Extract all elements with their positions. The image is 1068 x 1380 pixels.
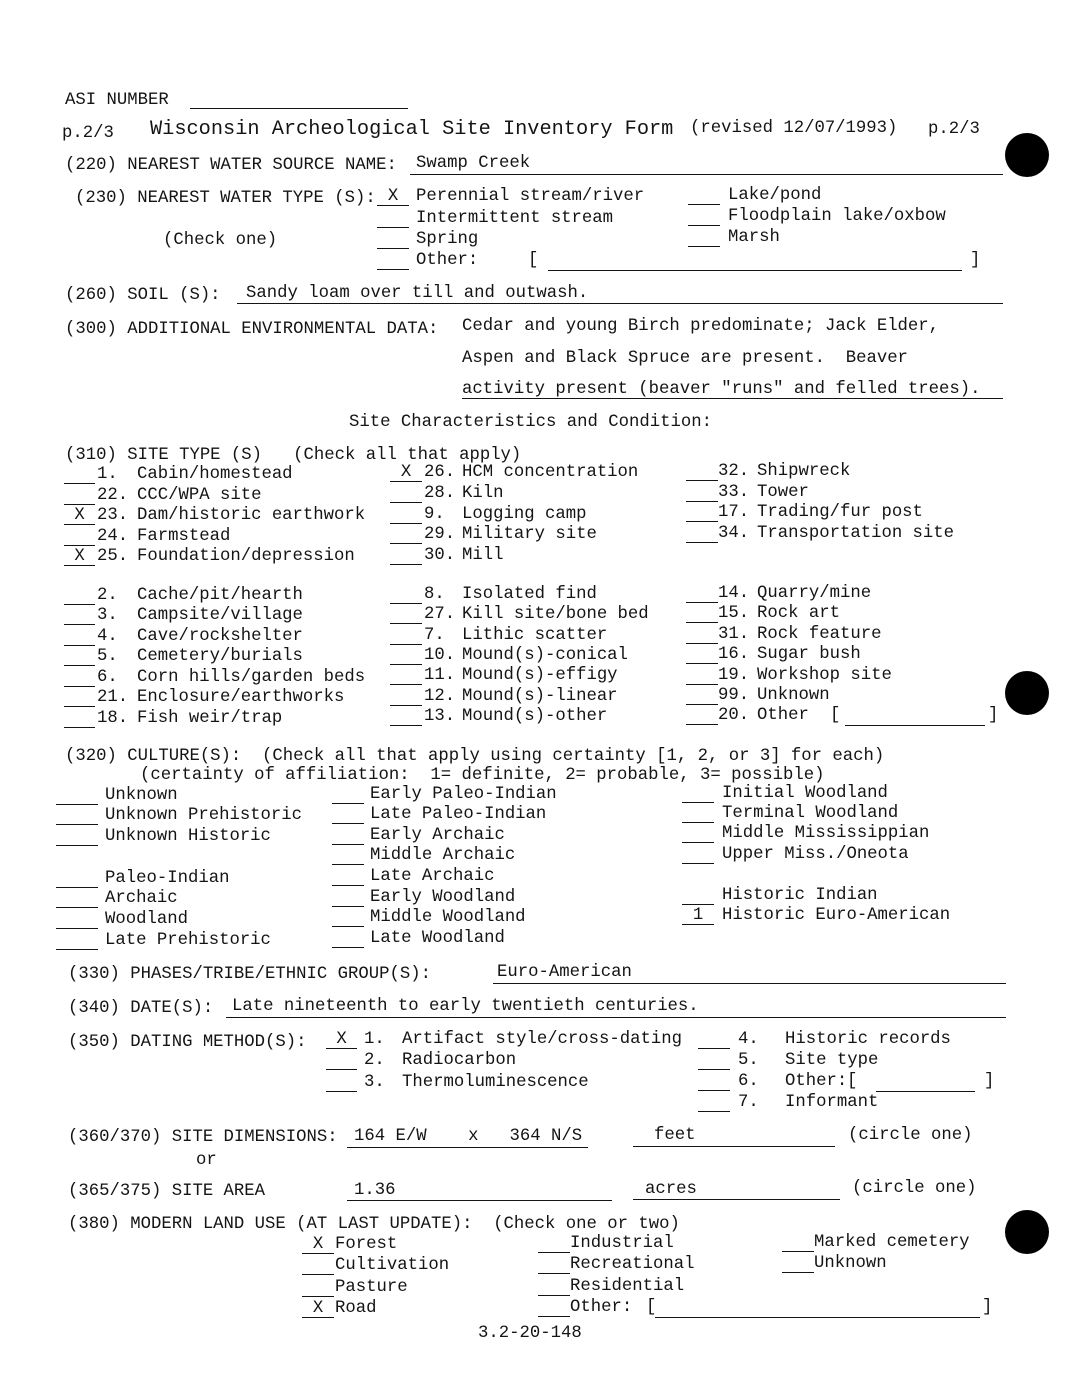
site-type-number: 32. [718, 462, 750, 481]
culture-check-blank [332, 805, 364, 824]
water-type-bracket-open: [ [528, 251, 539, 270]
dating-method-check-blank [326, 1051, 357, 1070]
culture-option-label: Historic Indian [722, 886, 878, 905]
site-type-check-blank [686, 483, 718, 502]
site-area-unit-line [633, 1199, 840, 1200]
water-type-note: (Check one) [163, 231, 278, 250]
land-use-option-label: Unknown [814, 1254, 887, 1273]
site-type-option-label: Workshop site [757, 666, 892, 685]
site-type-option-label: Kiln [462, 484, 504, 503]
site-type-number: 27. [424, 605, 456, 624]
site-type-check-blank [390, 687, 422, 706]
site-type-option-label: Rock feature [757, 625, 882, 644]
water-type-check-blank [377, 251, 409, 270]
land-use-check-blank [302, 1278, 334, 1297]
culture-option-label: Paleo-Indian [105, 869, 230, 888]
land-use-label: (380) MODERN LAND USE (AT LAST UPDATE): (Check one or two) [68, 1215, 680, 1234]
culture-option-label: Early Woodland [370, 888, 516, 907]
dating-method-number: 2. [364, 1051, 385, 1070]
site-type-check-blank [64, 688, 95, 707]
site-type-check-blank [64, 586, 95, 605]
culture-check-blank [682, 784, 714, 803]
site-type-number: 21. [97, 688, 129, 707]
site-type-option-label: Cave/rockshelter [137, 627, 303, 646]
site-dimensions-note: (circle one) [848, 1126, 973, 1145]
site-type-check-blank [686, 604, 718, 623]
culture-check-blank [56, 786, 98, 805]
water-type-option-label: Spring [416, 230, 479, 249]
site-type-check-blank [64, 627, 95, 646]
site-type-check-blank [390, 505, 422, 524]
dating-method-number: 6. [738, 1072, 759, 1091]
site-type-option-label: Unknown [757, 686, 830, 705]
environment-underline [462, 398, 1003, 399]
site-type-option-label: Corn hills/garden beds [137, 668, 366, 687]
site-type-option-label: Isolated find [462, 585, 597, 604]
site-type-number: 9. [424, 505, 445, 524]
site-type-check-blank [686, 462, 718, 481]
punch-hole [1005, 133, 1049, 177]
land-use-bracket-open: [ [646, 1298, 657, 1317]
page-number-left: p.2/3 [62, 124, 114, 143]
dating-method-option-label: Other: [785, 1072, 848, 1091]
site-type-option-label: Rock art [757, 604, 840, 623]
site-type-check-blank [686, 625, 718, 644]
site-area-value: 1.36 [354, 1181, 396, 1200]
site-type-number: 16. [718, 645, 750, 664]
site-type-number: 26. [424, 463, 456, 482]
dating-method-other-line [876, 1091, 975, 1092]
site-type-check-blank [686, 503, 718, 522]
land-use-check-blank [302, 1235, 334, 1254]
site-type-option-label: Quarry/mine [757, 584, 872, 603]
soil-line [237, 303, 1003, 304]
site-type-option-label: Dam/historic earthwork [137, 506, 366, 525]
land-use-check-blank [302, 1256, 334, 1275]
site-dimensions-label: (360/370) SITE DIMENSIONS: [68, 1128, 338, 1147]
culture-option-label: Unknown [105, 786, 178, 805]
dating-method-check-blank [698, 1030, 730, 1049]
water-type-check-blank [377, 230, 409, 249]
site-dimensions-unit-line [633, 1146, 835, 1147]
site-type-check-blank [686, 524, 718, 543]
culture-check-blank [332, 888, 364, 907]
dates-value: Late nineteenth to early twentieth centuries. [232, 997, 699, 1016]
site-type-number: 2. [97, 586, 118, 605]
land-use-option-label: Residential [570, 1277, 685, 1296]
site-type-number: 5. [97, 647, 118, 666]
site-type-number: 24. [97, 527, 129, 546]
site-type-check-mark: X [74, 506, 85, 525]
water-source-value: Swamp Creek [416, 154, 531, 173]
site-type-option-label: Sugar bush [757, 645, 861, 664]
water-type-option-label: Marsh [728, 228, 780, 247]
land-use-other-line [655, 1317, 980, 1318]
dating-method-number: 1. [364, 1030, 385, 1049]
site-dimensions-value: 164 E/W x 364 N/S [354, 1127, 583, 1146]
land-use-check-blank [538, 1277, 570, 1296]
site-type-check-blank [390, 546, 422, 565]
site-type-label: (310) SITE TYPE (S) (Check all that apply) [65, 446, 522, 465]
dating-method-option-label: Historic records [785, 1030, 951, 1049]
site-type-number: 25. [97, 547, 129, 566]
water-type-label: (230) NEAREST WATER TYPE (S): [75, 189, 376, 208]
culture-option-label: Woodland [105, 910, 188, 929]
site-type-option-label: Transportation site [757, 524, 955, 543]
culture-check-blank [332, 929, 364, 948]
site-type-number: 7. [424, 626, 445, 645]
site-type-number: 10. [424, 646, 456, 665]
land-use-check-mark: X [312, 1235, 324, 1254]
or-text: or [196, 1151, 217, 1170]
site-type-number: 14. [718, 584, 750, 603]
site-type-option-label: Mound(s)-effigy [462, 666, 618, 685]
site-type-number: 11. [424, 666, 456, 685]
culture-check-blank [682, 845, 714, 864]
dating-method-label: (350) DATING METHOD(S): [68, 1033, 307, 1052]
site-type-number: 34. [718, 524, 750, 543]
culture-check-blank [332, 908, 364, 927]
site-type-check-blank [64, 506, 95, 525]
culture-option-label: Terminal Woodland [722, 804, 899, 823]
dating-method-number: 5. [738, 1051, 759, 1070]
culture-label: (320) CULTURE(S): (Check all that apply using certainty [1, 2, or 3] for each) [65, 747, 885, 766]
site-type-option-label: Mound(s)-other [462, 707, 608, 726]
water-type-check-blank [688, 207, 720, 226]
site-type-number: 31. [718, 625, 750, 644]
site-type-check-blank [390, 525, 422, 544]
dating-method-option-label: Informant [785, 1093, 879, 1112]
site-type-number: 30. [424, 546, 456, 565]
dating-method-check-blank [326, 1030, 357, 1049]
site-type-check-mark: X [74, 547, 85, 566]
culture-option-label: Historic Euro-American [722, 906, 951, 925]
land-use-check-blank [782, 1233, 814, 1252]
site-type-number: 8. [424, 585, 445, 604]
culture-option-label: Unknown Prehistoric [105, 806, 303, 825]
site-type-check-blank [390, 666, 422, 685]
site-type-option-label: Campsite/village [137, 606, 303, 625]
page-number-right: p.2/3 [928, 120, 980, 139]
punch-hole [1005, 671, 1049, 715]
site-type-option-label: Mill [462, 546, 504, 565]
phases-value: Euro-American [497, 963, 632, 982]
culture-option-label: Middle Mississippian [722, 824, 930, 843]
culture-option-label: Late Paleo-Indian [370, 805, 547, 824]
site-type-number: 33. [718, 483, 750, 502]
site-type-check-blank [64, 647, 95, 666]
culture-check-blank [332, 867, 364, 886]
water-type-option-label: Lake/pond [728, 186, 822, 205]
site-type-number: 15. [718, 604, 750, 623]
site-type-check-blank [390, 484, 422, 503]
site-area-note: (circle one) [852, 1179, 977, 1198]
page-code: 3.2-20-148 [478, 1324, 582, 1343]
land-use-check-blank [538, 1298, 570, 1317]
site-type-check-blank [390, 463, 422, 482]
dates-label: (340) DATE(S): [68, 999, 214, 1018]
land-use-option-label: Pasture [335, 1278, 408, 1297]
form-title: Wisconsin Archeological Site Inventory Form [150, 118, 674, 141]
land-use-check-blank [538, 1255, 570, 1274]
culture-certainty-note: (certainty of affiliation: 1= definite, 2= probable, 3= possible) [140, 766, 825, 785]
site-type-option-label: Trading/fur post [757, 503, 923, 522]
culture-check-blank [682, 824, 714, 843]
culture-check-blank [56, 827, 98, 846]
water-type-option-label: Intermittent stream [416, 209, 614, 228]
site-type-check-blank [390, 646, 422, 665]
land-use-option-label: Industrial [570, 1234, 674, 1253]
asi-number-label: ASI NUMBER [65, 91, 169, 110]
land-use-option-label: Road [335, 1299, 377, 1318]
culture-check-blank [682, 906, 714, 925]
water-source-line [410, 174, 1003, 175]
culture-check-blank [332, 846, 364, 865]
culture-check-blank [682, 804, 714, 823]
site-type-number: 6. [97, 668, 118, 687]
site-type-option-label: Cabin/homestead [137, 465, 293, 484]
culture-option-label: Initial Woodland [722, 784, 888, 803]
site-type-option-label: Cache/pit/hearth [137, 586, 303, 605]
land-use-check-blank [782, 1254, 814, 1273]
culture-option-label: Middle Woodland [370, 908, 526, 927]
site-type-option-label: Enclosure/earthworks [137, 688, 345, 707]
culture-option-label: Early Paleo-Indian [370, 785, 557, 804]
site-type-option-label: Cemetery/burials [137, 647, 303, 666]
land-use-option-label: Forest [335, 1235, 398, 1254]
site-type-option-label: Foundation/depression [137, 547, 355, 566]
site-type-check-blank [64, 547, 95, 566]
water-type-option-label: Other: [416, 251, 479, 270]
land-use-bracket-close: ] [982, 1298, 993, 1317]
dating-method-check-blank [698, 1093, 730, 1112]
site-area-label: (365/375) SITE AREA [68, 1182, 266, 1201]
site-type-option-label: Shipwreck [757, 462, 851, 481]
site-dimensions-line [347, 1147, 588, 1148]
site-type-number: 17. [718, 503, 750, 522]
land-use-option-label: Other: [570, 1298, 633, 1317]
site-type-option-label: Mound(s)-conical [462, 646, 628, 665]
water-type-check-mark: X [387, 187, 399, 206]
culture-option-label: Middle Archaic [370, 846, 516, 865]
culture-check-blank [332, 826, 364, 845]
site-type-number: 12. [424, 687, 456, 706]
dating-method-option-label: Radiocarbon [402, 1051, 517, 1070]
water-type-option-label: Perennial stream/river [416, 187, 645, 206]
site-type-check-blank [64, 709, 95, 728]
dating-method-number: 3. [364, 1073, 385, 1092]
site-type-check-blank [686, 686, 718, 705]
culture-check-blank [56, 869, 98, 888]
site-type-option-label: Military site [462, 525, 597, 544]
site-type-option-label: Kill site/bone bed [462, 605, 649, 624]
dating-method-check-blank [326, 1073, 357, 1092]
site-type-number: 19. [718, 666, 750, 685]
culture-check-mark: 1 [692, 906, 704, 925]
site-type-check-blank [686, 706, 718, 725]
site-type-number: 13. [424, 707, 456, 726]
dating-method-number: 7. [738, 1093, 759, 1112]
site-type-number: 3. [97, 606, 118, 625]
land-use-option-label: Cultivation [335, 1256, 450, 1275]
dates-line [226, 1017, 1006, 1018]
culture-check-blank [682, 886, 714, 905]
section-title: Site Characteristics and Condition: [349, 413, 712, 432]
water-source-label: (220) NEAREST WATER SOURCE NAME: [65, 156, 397, 175]
site-type-other-line [845, 725, 985, 726]
revision-date: (revised 12/07/1993) [690, 119, 898, 138]
site-type-check-blank [390, 626, 422, 645]
site-type-number: 18. [97, 709, 129, 728]
dating-method-option-label: Thermoluminescence [402, 1073, 589, 1092]
site-type-check-blank [686, 584, 718, 603]
culture-option-label: Late Prehistoric [105, 931, 271, 950]
site-type-option-label: Logging camp [462, 505, 587, 524]
site-type-option-label: Other [757, 706, 809, 725]
water-type-check-blank [377, 187, 409, 206]
site-area-line [347, 1200, 612, 1201]
water-type-option-label: Floodplain lake/oxbow [728, 207, 946, 226]
site-type-option-label: Lithic scatter [462, 626, 608, 645]
site-type-option-label: Fish weir/trap [137, 709, 283, 728]
site-type-option-label: Farmstead [137, 527, 231, 546]
dating-method-number: 4. [738, 1030, 759, 1049]
water-type-check-blank [688, 186, 720, 205]
dating-method-option-label: Artifact style/cross-dating [402, 1030, 683, 1049]
phases-label: (330) PHASES/TRIBE/ETHNIC GROUP(S): [68, 965, 431, 984]
site-type-bracket-open: [ [830, 706, 841, 725]
culture-option-label: Late Archaic [370, 867, 495, 886]
dating-method-bracket-close: ] [984, 1072, 995, 1091]
site-type-option-label: Mound(s)-linear [462, 687, 618, 706]
culture-option-label: Upper Miss./Oneota [722, 845, 909, 864]
site-type-check-blank [686, 645, 718, 664]
site-type-bracket-close: ] [988, 706, 999, 725]
land-use-option-label: Marked cemetery [814, 1233, 970, 1252]
site-type-number: 99. [718, 686, 750, 705]
site-type-number: 29. [424, 525, 456, 544]
land-use-check-blank [302, 1299, 334, 1318]
water-type-check-blank [377, 209, 409, 228]
phases-line [493, 983, 1006, 984]
site-type-number: 22. [97, 486, 129, 505]
land-use-option-label: Recreational [570, 1255, 695, 1274]
culture-check-blank [56, 889, 98, 908]
culture-check-blank [56, 931, 98, 950]
land-use-check-blank [538, 1234, 570, 1253]
site-type-check-blank [64, 527, 95, 546]
site-type-number: 20. [718, 706, 750, 725]
site-type-number: 4. [97, 627, 118, 646]
environment-line: Aspen and Black Spruce are present. Beaver [462, 349, 908, 368]
culture-check-blank [332, 785, 364, 804]
site-type-check-blank [390, 585, 422, 604]
culture-option-label: Late Woodland [370, 929, 505, 948]
site-type-option-label: Tower [757, 483, 809, 502]
culture-option-label: Early Archaic [370, 826, 505, 845]
site-type-check-blank [64, 606, 95, 625]
asi-number-line [190, 108, 408, 109]
dating-method-check-blank [698, 1072, 730, 1091]
dating-method-check-blank [698, 1051, 730, 1070]
site-type-check-blank [686, 666, 718, 685]
site-type-number: 28. [424, 484, 456, 503]
water-type-other-line [548, 270, 962, 271]
soil-label: (260) SOIL (S): [65, 286, 221, 305]
dating-method-bracket-open: [ [847, 1072, 858, 1091]
culture-check-blank [56, 806, 98, 825]
water-type-bracket-close: ] [970, 251, 981, 270]
water-type-check-blank [688, 228, 720, 247]
site-type-number: 1. [97, 465, 118, 484]
punch-hole [1005, 1210, 1049, 1254]
land-use-check-mark: X [312, 1299, 324, 1318]
culture-option-label: Archaic [105, 889, 178, 908]
environment-line: Cedar and young Birch predominate; Jack Elder, [462, 317, 940, 336]
environment-line: activity present (beaver "runs" and felled trees). [462, 380, 981, 399]
culture-check-blank [56, 910, 98, 929]
site-type-check-blank [390, 605, 422, 624]
site-type-option-label: CCC/WPA site [137, 486, 262, 505]
site-type-check-blank [64, 465, 95, 484]
dating-method-check-mark: X [336, 1030, 347, 1049]
soil-value: Sandy loam over till and outwash. [246, 284, 589, 303]
environment-label: (300) ADDITIONAL ENVIRONMENTAL DATA: [65, 320, 439, 339]
site-dimensions-unit: feet [654, 1126, 696, 1145]
culture-option-label: Unknown Historic [105, 827, 271, 846]
site-type-option-label: HCM concentration [462, 463, 639, 482]
site-type-number: 23. [97, 506, 129, 525]
site-type-check-blank [390, 707, 422, 726]
site-type-check-blank [64, 486, 95, 505]
site-type-check-blank [64, 668, 95, 687]
dating-method-option-label: Site type [785, 1051, 879, 1070]
site-type-check-mark: X [400, 463, 412, 482]
site-area-unit: acres [645, 1180, 697, 1199]
